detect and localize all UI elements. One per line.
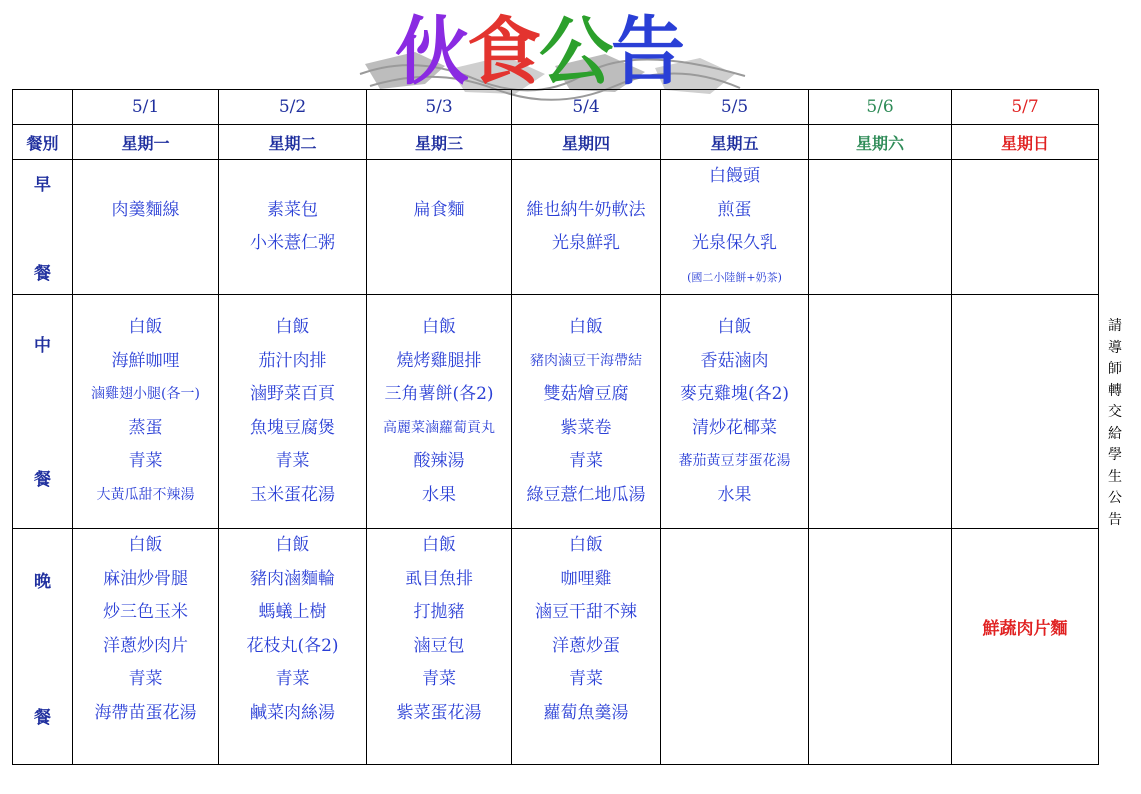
breakfast-label-cell — [13, 160, 73, 295]
dish-item: 螞蟻上樹 — [258, 602, 327, 622]
side-note-vertical — [1105, 316, 1125, 531]
dish-item: 香菇滷肉 — [700, 350, 769, 371]
breakfast-day-cell — [219, 160, 367, 295]
dish-item: 白飯 — [128, 535, 163, 555]
dish-item: 綠豆薏仁地瓜湯 — [526, 484, 646, 505]
dish-item: 滷豆包 — [413, 635, 465, 656]
dish-item: 滷雞翅小腿(各一) — [91, 386, 200, 402]
side-note-char: 給 — [1108, 425, 1122, 442]
dish-item: 青菜 — [128, 451, 163, 471]
dish-item: 青菜 — [569, 669, 603, 689]
lunch-label-cell — [13, 295, 73, 529]
dish-item: 白饅頭 — [709, 166, 760, 186]
dish-spacer — [73, 730, 218, 764]
meal-label-bottom: 餐 — [34, 264, 51, 284]
dish-item: 水果 — [422, 484, 456, 505]
dish-item: 海鮮咖哩 — [111, 350, 180, 371]
weekday-cell: 星期三 — [367, 125, 512, 160]
dish-note: (國二小陸餅+奶茶) — [687, 270, 782, 284]
dish-spacer — [952, 713, 1098, 747]
lunch-day-cell — [367, 295, 512, 529]
meal-type-header: 餐別 — [13, 125, 73, 160]
title-char-2: 食 — [467, 9, 539, 95]
lunch-day-cell — [219, 295, 367, 529]
dish-item: 洋蔥炒肉片 — [103, 635, 188, 656]
dish-item: 白飯 — [717, 317, 752, 337]
dinner-day-cell-sunday — [952, 529, 1099, 765]
dish-spacer — [219, 730, 366, 764]
weekday-cell-saturday: 星期六 — [809, 125, 952, 160]
weekday-cell: 星期一 — [73, 125, 219, 160]
dish-item: 雙菇燴豆腐 — [543, 384, 629, 404]
dish-item: 清炒花椰菜 — [692, 417, 777, 438]
date-cell: 5/5 — [661, 90, 809, 125]
breakfast-day-cell-empty — [809, 160, 952, 295]
lunch-day-cell — [73, 295, 219, 529]
dinner-day-cell-empty — [661, 529, 809, 765]
dish-item: 麻油炒骨腿 — [103, 568, 188, 589]
dish-item: 鹹菜肉絲湯 — [250, 702, 335, 723]
dish-item: 酸辣湯 — [413, 451, 465, 471]
dish-item: 青菜 — [422, 669, 456, 689]
weekday-cell: 星期五 — [661, 125, 809, 160]
breakfast-day-cell-empty — [952, 160, 1099, 295]
dish-item: 煎蛋 — [717, 199, 752, 220]
dish-item: 麥克雞塊(各2) — [679, 384, 790, 404]
dish-item: 玉米蛋花湯 — [250, 484, 335, 505]
dish-item-highlight: 鮮蔬肉片麵 — [982, 618, 1068, 639]
date-cell: 5/4 — [512, 90, 661, 125]
dish-item: 蕃茄黃豆芽蛋花湯 — [678, 453, 791, 469]
dish-item: 小米薏仁粥 — [250, 233, 335, 253]
dish-item: 蒸蛋 — [128, 417, 163, 438]
dish-item: 青菜 — [275, 451, 310, 471]
dish-item: 紫菜蛋花湯 — [396, 702, 482, 723]
title-char-3: 公 — [539, 9, 611, 95]
lunch-day-cell — [512, 295, 661, 529]
dish-item: 白飯 — [275, 317, 310, 337]
lunch-day-cell-empty — [809, 295, 952, 529]
dish-item: 光泉保久乳 — [692, 233, 777, 253]
dish-item: 光泉鮮乳 — [552, 233, 620, 253]
dish-spacer — [952, 546, 1098, 580]
date-cell-sunday: 5/7 — [952, 90, 1099, 125]
dinner-day-cell — [367, 529, 512, 765]
dinner-row — [13, 529, 1099, 765]
meal-label-bottom: 餐 — [34, 470, 51, 490]
side-note-char: 公 — [1108, 490, 1122, 506]
breakfast-day-cell — [367, 160, 512, 295]
side-note-char: 學 — [1108, 447, 1122, 463]
dish-item: 水果 — [717, 484, 752, 505]
dish-item: 白飯 — [128, 317, 163, 337]
title-char-4: 告 — [611, 9, 683, 95]
side-note-char: 告 — [1108, 511, 1122, 528]
meal-label-top: 中 — [34, 336, 51, 356]
dish-item: 虱目魚排 — [405, 568, 473, 589]
dish-item: 白飯 — [569, 317, 603, 337]
dish-item: 維也納牛奶軟法 — [526, 199, 646, 220]
dish-spacer — [367, 730, 511, 764]
dish-item: 素菜包 — [267, 199, 318, 220]
breakfast-day-cell — [73, 160, 219, 295]
dish-item: 高麗菜滷蘿蔔貢丸 — [383, 419, 495, 436]
dish-item: 滷野菜百頁 — [250, 384, 335, 404]
side-note-char: 交 — [1108, 404, 1122, 420]
dish-item: 豬肉滷麵輪 — [250, 568, 335, 589]
dish-item: 茄汁肉排 — [258, 350, 327, 371]
dish-spacer — [73, 227, 218, 261]
meal-label-top: 早 — [34, 175, 51, 195]
dish-item: 肉羹麵線 — [111, 199, 180, 220]
date-cell: 5/1 — [73, 90, 219, 125]
dish-item: 海帶苗蛋花湯 — [94, 702, 197, 723]
breakfast-day-cell — [661, 160, 809, 295]
meal-label-top: 晚 — [34, 572, 51, 592]
dish-item: 打拋豬 — [413, 602, 465, 622]
dinner-day-cell-empty — [809, 529, 952, 765]
side-note-char: 轉 — [1108, 382, 1122, 399]
corner-cell — [13, 90, 73, 125]
breakfast-day-cell — [512, 160, 661, 295]
dish-item: 青菜 — [569, 451, 603, 471]
title-area — [355, 2, 755, 102]
dinner-day-cell — [512, 529, 661, 765]
side-note-char: 導 — [1108, 339, 1122, 356]
side-note-char: 師 — [1108, 361, 1122, 377]
dish-item: 炒三色玉米 — [103, 602, 188, 622]
dish-item: 魚塊豆腐煲 — [250, 417, 335, 438]
dish-item: 咖哩雞 — [560, 568, 612, 589]
lunch-day-cell — [661, 295, 809, 529]
dish-spacer — [367, 227, 511, 261]
weekday-cell: 星期二 — [219, 125, 367, 160]
weekday-row — [13, 125, 1099, 160]
breakfast-row — [13, 160, 1099, 295]
date-cell: 5/3 — [367, 90, 512, 125]
dinner-day-cell — [73, 529, 219, 765]
dish-item: 蘿蔔魚羹湯 — [543, 702, 629, 723]
weekday-cell-sunday: 星期日 — [952, 125, 1099, 160]
dish-item: 白飯 — [275, 535, 310, 555]
dish-item: 燒烤雞腿排 — [396, 350, 482, 371]
dish-spacer — [952, 680, 1098, 714]
lunch-day-cell-empty — [952, 295, 1099, 529]
dish-item: 青菜 — [275, 669, 310, 689]
dinner-label-cell — [13, 529, 73, 765]
dish-item: 白飯 — [422, 535, 456, 555]
title-char-1: 伙 — [395, 9, 467, 95]
dish-item: 紫菜卷 — [560, 417, 612, 438]
date-row — [13, 90, 1099, 125]
date-cell-saturday: 5/6 — [809, 90, 952, 125]
dish-spacer — [512, 730, 660, 764]
dish-item: 豬肉滷豆干海帶結 — [530, 352, 642, 369]
page-title — [395, 2, 683, 102]
weekday-cell: 星期四 — [512, 125, 661, 160]
dish-item: 三角薯餅(各2) — [384, 384, 494, 404]
side-note-char: 生 — [1108, 468, 1122, 485]
side-note-char: 請 — [1108, 318, 1122, 334]
dish-item: 扁食麵 — [413, 199, 465, 220]
dish-item: 洋蔥炒蛋 — [552, 635, 620, 656]
dinner-day-cell — [219, 529, 367, 765]
dish-spacer — [952, 646, 1098, 680]
dish-spacer — [952, 579, 1098, 613]
dish-item: 白飯 — [422, 317, 456, 337]
dish-item: 大黃瓜甜不辣湯 — [96, 486, 195, 503]
meal-label-bottom: 餐 — [34, 707, 51, 728]
dish-item: 青菜 — [128, 669, 163, 689]
lunch-row — [13, 295, 1099, 529]
menu-table — [12, 89, 1099, 765]
dish-item: 花枝丸(各2) — [246, 635, 339, 656]
dish-item: 滷豆干甜不辣 — [535, 602, 637, 622]
dish-item: 白飯 — [569, 535, 603, 555]
date-cell: 5/2 — [219, 90, 367, 125]
